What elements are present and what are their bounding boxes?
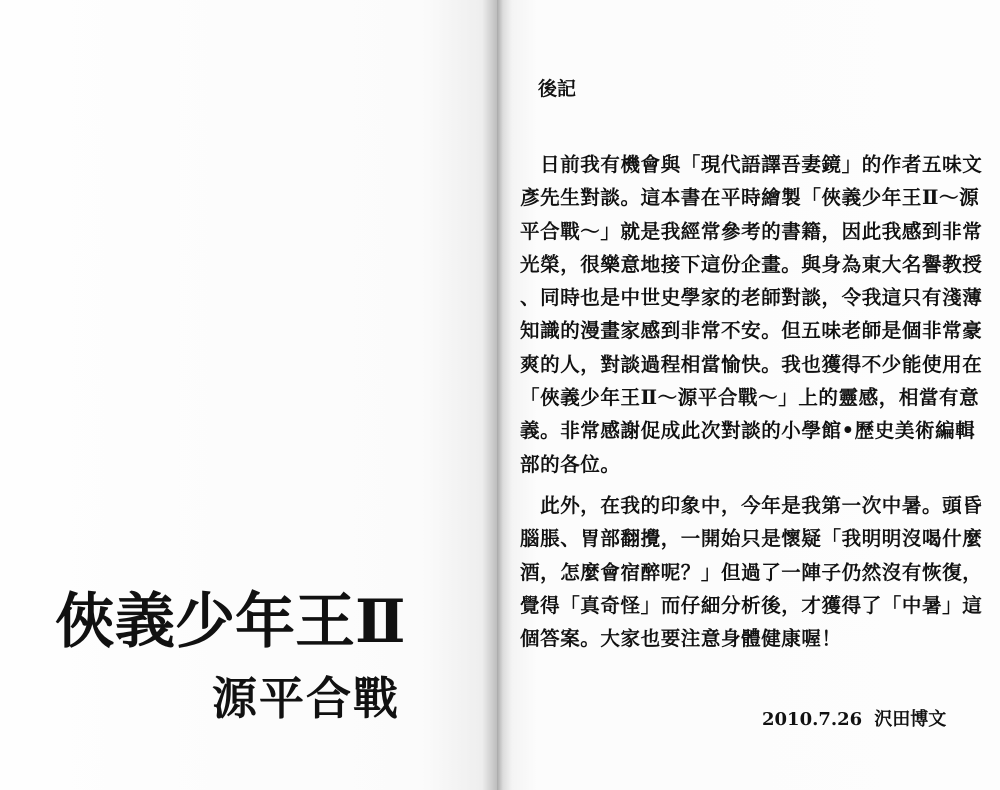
text-line: 平合戰～」就是我經常參考的書籍，因此我感到非常 [520,219,983,243]
afterword-body [520,148,983,655]
text-line: 爽的人，對談過程相當愉快。我也獲得不少能使用在 [520,352,983,376]
text-line: 部的各位。 [520,452,621,476]
book-subtitle: 源平合戰 [212,672,401,725]
text-line: 、同時也是中世史學家的老師對談，令我這只有淺薄 [520,286,983,310]
text-line: 日前我有機會與「現代語譯吾妻鏡」的作者五味文 [520,153,983,176]
text-line: 個答案。大家也要注意身體健康喔！ [520,627,842,651]
book-title: 俠義少年王Ⅱ [55,587,406,657]
text-line: 覺得「真奇怪」而仔細分析後，才獲得了「中暑」這 [520,593,983,617]
paragraph-2 [520,489,983,655]
afterword-heading: 後記 [538,78,577,100]
text-line: 此外，在我的印象中，今年是我第一次中暑。頭昏 [520,493,983,517]
text-line: 光榮，很樂意地接下這份企畫。與身為東大名譽教授 [520,252,983,276]
text-line: 「俠義少年王Ⅱ～源平合戰～」上的靈感，相當有意 [520,386,980,410]
author: 沢田博文 [874,709,947,730]
text-line: 酒，怎麼會宿醉呢？」但過了一陣子仍然沒有恢復， [520,560,983,584]
date: 2010.7.26 [762,709,863,730]
paragraph-1 [520,148,983,481]
text-line: 腦脹、胃部翻攪，一開始只是懷疑「我明明沒喝什麼 [520,527,983,551]
text-line: 知識的漫畫家感到非常不安。但五味老師是個非常豪 [520,319,983,343]
left-page [0,0,497,790]
text-line: 義。非常感謝促成此次對談的小學館•歷史美術編輯 [520,419,976,443]
signature [762,705,958,731]
text-line: 彥先生對談。這本書在平時繪製「俠義少年王Ⅱ～源 [520,186,980,210]
